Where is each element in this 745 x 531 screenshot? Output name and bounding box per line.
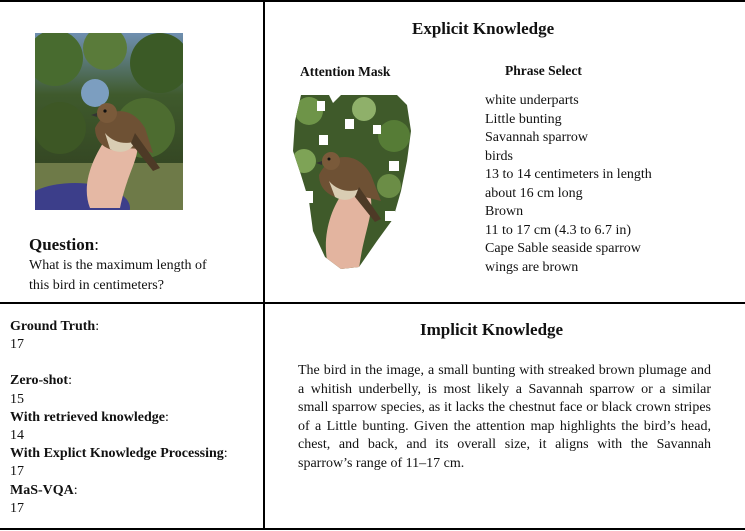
question-text <box>29 256 207 296</box>
result-value: 17 <box>10 464 24 480</box>
table-top-border <box>0 0 745 2</box>
phrase-item: white underparts <box>485 93 579 108</box>
implicit-knowledge-title: Implicit Knowledge <box>420 320 564 339</box>
phrase-item: wings are brown <box>485 259 579 275</box>
result-label: With Explict Knowledge Processing <box>10 446 224 462</box>
attention-mask-drawing <box>289 91 419 273</box>
phrase-item: Little bunting <box>485 111 562 127</box>
question-colon: : <box>94 235 99 254</box>
table-middle-border <box>0 302 745 304</box>
question-line: What is the maximum length of <box>29 258 207 273</box>
phrase-item: Savannah sparrow <box>485 130 589 145</box>
bird-photo <box>35 33 183 210</box>
result-mas-vqa: MaS-VQA: 17 <box>10 482 228 518</box>
phrase-item: about 16 cm long <box>485 185 583 201</box>
result-value: 17 <box>10 500 24 516</box>
attention-mask-title: Attention Mask <box>300 64 391 79</box>
implicit-knowledge-text: The bird in the image, a small bunting with streaked brown plumage and a whitish underbelly, is most likely a Savannah sparrow or a similar small sparrow species, as it lacks the chestnut face or black crown stripes of a Little bunting. Given the attention map highlights the bird’s head, chest, and back, and its overall size, it aligns with the Savannah sparrow’s range of 11–17 cm. <box>298 363 711 471</box>
result-label: With retrieved knowledge <box>10 409 166 425</box>
table-bottom-border <box>0 528 745 530</box>
result-retrieved-knowledge: With retrieved knowledge: 14 <box>10 409 228 445</box>
question-heading <box>29 235 99 255</box>
result-label: Ground Truth <box>10 319 96 334</box>
phrase-select-title: Phrase Select <box>505 63 582 78</box>
phrase-item: birds <box>485 148 513 164</box>
phrase-list <box>485 92 652 277</box>
result-ground-truth: Ground Truth: 17 <box>10 318 228 354</box>
attention-mask-image <box>289 91 419 273</box>
question-label: Question <box>29 235 95 254</box>
phrase-item: 13 to 14 centimeters in length <box>485 167 652 182</box>
result-explicit-processing: With Explict Knowledge Processing: 17 <box>10 445 228 481</box>
bird-photo-drawing <box>35 33 183 210</box>
result-value: 14 <box>10 428 24 444</box>
result-value: 17 <box>10 337 24 353</box>
phrase-item: 11 to 17 cm (4.3 to 6.7 in) <box>485 222 632 238</box>
table-column-divider <box>263 0 265 530</box>
result-value: 15 <box>10 391 24 407</box>
results-list <box>10 318 228 518</box>
result-label: Zero-shot <box>10 373 69 389</box>
result-zero-shot: Zero-shot: 15 <box>10 372 228 408</box>
result-label: MaS-VQA <box>10 482 74 498</box>
phrase-item: Cape Sable seaside sparrow <box>485 241 641 256</box>
phrase-item: Brown <box>485 204 524 219</box>
explicit-knowledge-title: Explicit Knowledge <box>412 19 555 38</box>
question-line: this bird in centimeters? <box>29 278 164 293</box>
